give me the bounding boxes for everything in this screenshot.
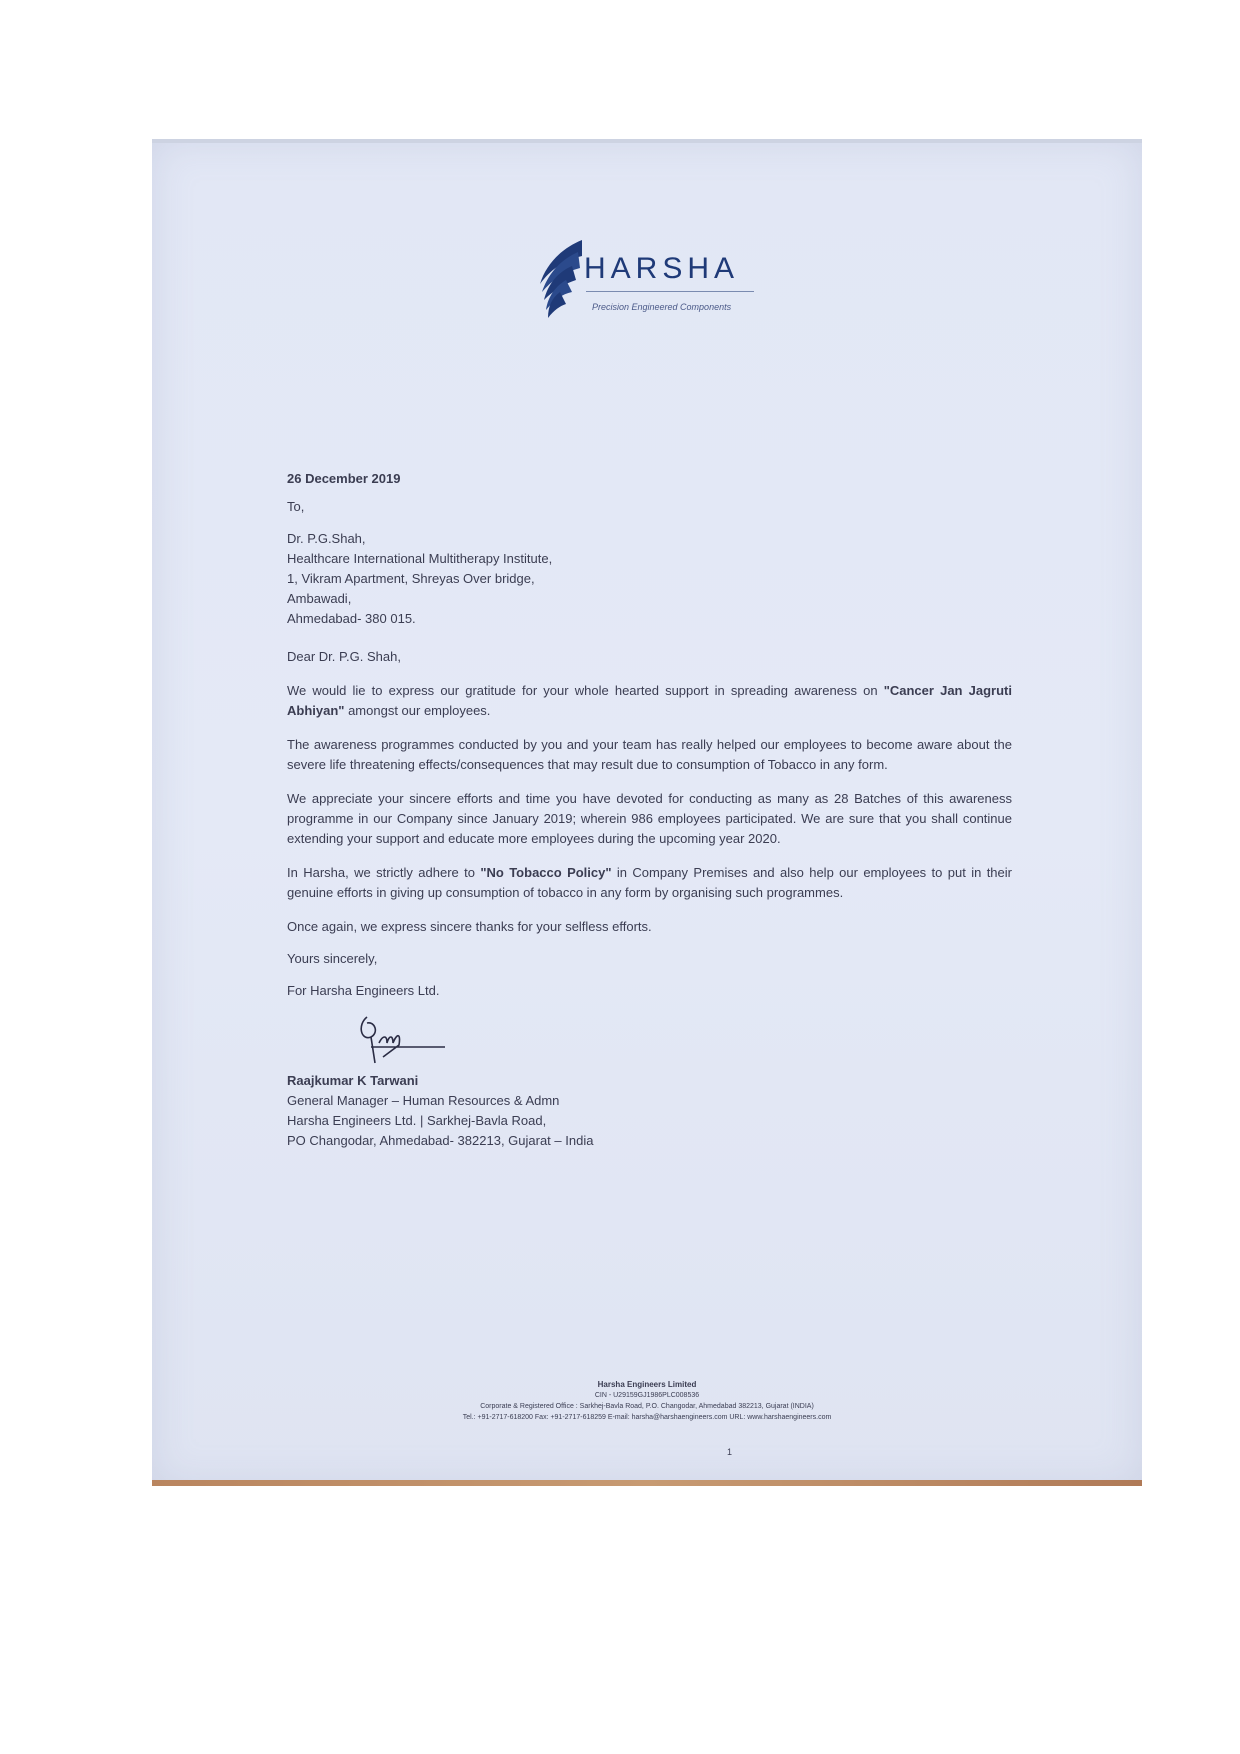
paragraph-policy <box>287 863 1012 903</box>
footer-office: Corporate & Registered Office : Sarkhej-Bavla Road, P.O. Changodar, Ahmedabad 382213, Gujarat (INDIA) <box>480 1403 814 1410</box>
paragraph-awareness: The awareness programmes conducted by you and your team has really helped our employees to become aware about the severe life threatening effects/consequences that may result due to consumption of Tobacco in any form. <box>287 737 1012 772</box>
campaign-name: "Cancer Jan Jagruti Abhiyan" <box>287 683 1012 718</box>
recipient-line: Ahmedabad- 380 015. <box>287 611 416 626</box>
footer-contact: Tel.: +91-2717-618200 Fax: +91-2717-618259 E-mail: harsha@harshaengineers.com URL: www.harshaengineers.com <box>462 1414 832 1421</box>
paragraph-text: amongst our employees. <box>344 703 491 718</box>
signature-icon <box>327 1007 447 1067</box>
harsha-wing-icon <box>532 234 588 324</box>
paragraph-thanks: Once again, we express sincere thanks for your selfless efforts. <box>287 919 652 934</box>
for-company: For Harsha Engineers Ltd. <box>287 983 440 998</box>
document-photo <box>152 139 1142 1486</box>
closing: Yours sincerely, <box>287 951 378 966</box>
logo-wordmark: HARSHA <box>584 252 740 285</box>
page-number: 1 <box>727 1447 733 1457</box>
company-logo <box>532 234 792 344</box>
letter-date: 26 December 2019 <box>287 471 401 486</box>
letterhead-footer <box>152 1379 1142 1423</box>
recipient-line: Ambawadi, <box>287 591 352 606</box>
policy-name: "No Tobacco Policy" <box>480 865 612 880</box>
logo-divider <box>586 291 754 292</box>
recipient-address <box>287 529 1012 629</box>
signer-address: Harsha Engineers Ltd. | Sarkhej-Bavla Road, <box>287 1113 547 1128</box>
paragraph-text: We would lie to express our gratitude for your whole hearted support in spreading awareness on <box>287 683 884 698</box>
recipient-line: Dr. P.G.Shah, <box>287 531 366 546</box>
paper-top-edge <box>152 139 1142 143</box>
signer-name: Raajkumar K Tarwani <box>287 1073 419 1088</box>
signer-title: General Manager – Human Resources & Admn <box>287 1093 560 1108</box>
footer-cin: CIN - U29159GJ1986PLC008536 <box>594 1392 700 1399</box>
paragraph-appreciation: We appreciate your sincere efforts and time you have devoted for conducting as many as 28 Batches of this awareness programme in our Company since January 2019; wherein 986 employees participated. We are sure that you shall continue extending your support and educate more employees during the upcoming year 2020. <box>287 791 1012 846</box>
logo-tagline: Precision Engineered Components <box>592 302 732 312</box>
to-label: To, <box>287 499 305 514</box>
signer-address: PO Changodar, Ahmedabad- 382213, Gujarat – India <box>287 1133 594 1148</box>
paragraph-text: In Harsha, we strictly adhere to <box>287 865 481 880</box>
table-surface-edge <box>152 1480 1142 1486</box>
paragraph-text: in Company Premises and also help our employees to put in their genuine efforts in giving up consumption of tobacco in any form by organising such programmes. <box>287 865 1012 900</box>
recipient-line: Healthcare International Multitherapy Institute, <box>287 551 553 566</box>
salutation: Dear Dr. P.G. Shah, <box>287 649 401 664</box>
letter-body <box>287 469 1012 1151</box>
recipient-line: 1, Vikram Apartment, Shreyas Over bridge, <box>287 571 535 586</box>
paragraph-gratitude <box>287 681 1012 721</box>
footer-company: Harsha Engineers Limited <box>597 1380 697 1389</box>
